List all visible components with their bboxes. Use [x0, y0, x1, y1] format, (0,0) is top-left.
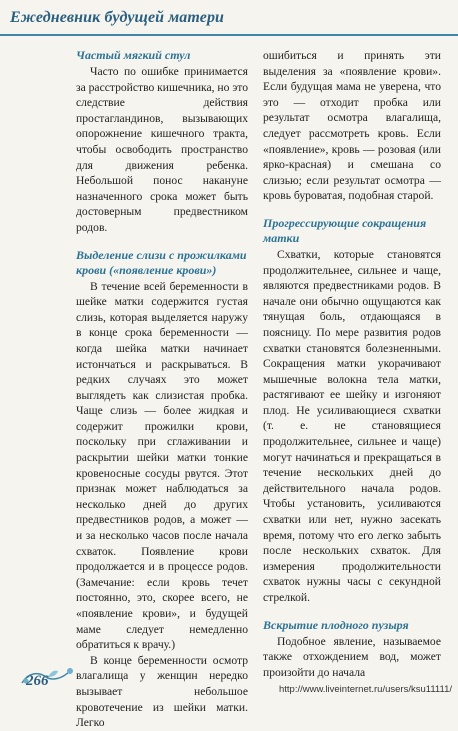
- paragraph-soft-stool: Часто по ошибке принимается за расстройство кишечника, но это следствие действия простагландинов, вызывающих опорожнение кишечного тракта, чтобы освободить пространство для движения ребенка. Небольшой понос накануне назначенного срока может быть достоверным предвестником родов.: [76, 65, 249, 234]
- book-title: Ежедневник будущей матери: [10, 9, 225, 26]
- paragraph-mucus-discharge: В течение всей беременности в шейке матки содержится густая слизь, которая выделяется наружу в конце срока беременности — когда шейка матки начинает истончаться и раскрываться. В редких случаях это может выглядеть как слизистая пробка. Чаще слизь — более жидкая и содержит прожилки крови, поскольку при сглаживании и раскрытии шейки матки тонкие кровеносные сосуды рвутся. Этот признак может наблюдаться за несколько дней до других предвестников родов, а может — и за несколько часов после начала схваток. Появление крови продолжается и в процессе родов. (Замечание: если кровь течет постоянно, это, скорее всего, не «появление крови», и будущей маме следует немедленно обратиться к врачу.): [76, 279, 248, 652]
- right-column: [263, 48, 441, 680]
- header-divider: [0, 34, 458, 36]
- paragraph-vaginal-exam: В конце беременности осмотр влагалища у женщин нередко вызывает небольшое кровотечение из шейки матки. Легко: [76, 653, 248, 730]
- section-heading-contractions: Прогрессирующие сокращения матки: [263, 215, 427, 245]
- section-heading-water-breaking: Вскрытие плодного пузыря: [263, 617, 409, 632]
- section-heading-soft-stool: Частый мягкий стул: [76, 48, 191, 62]
- left-column: [76, 48, 248, 731]
- paragraph-contractions: Схватки, которые становятся продолжительнее, сильнее и чаще, являются предвестниками родов. В начале они обычно ощущаются как тянущая боль, отдающаяся в поясницу. По мере развития родов схватки становятся болезненными. Сокращения матки укорачивают мышечные волокна тела матки, растягивают ее шейку и изгоняют плод. Не усиливающиеся схватки (т. е. не становящиеся продолжительнее, сильнее и чаще) могут начинаться и прекращаться в течение нескольких дней до действительного начала родов. Чтобы установить, усиливаются схватки или нет, нужно засекать время, потому что его легко забыть после нескольких схваток. Для измерения продолжительности схваток нужны часы с секундной стрелкой.: [263, 247, 441, 604]
- paragraph-continuation: ошибиться и принять эти выделения за «появление крови». Если будущая мама не уверена, что это — отходит пробка или результат осмотра влагалища, следует рассмотреть кровь. Если «появление», кровь — розовая (или ярко-красная) и смешана со слизью; если результат осмотра — кровь буроватая, подобная старой.: [263, 49, 441, 203]
- page-number: 266: [26, 673, 49, 689]
- paragraph-water-breaking: Подобное явление, называемое также отхождением вод, может произойти до начала: [263, 634, 441, 679]
- section-heading-mucus-discharge: Выделение слизи с прожилками крови («появление крови»): [76, 247, 247, 277]
- source-watermark: http://www.liveinternet.ru/users/ksu11111/: [278, 684, 452, 695]
- page-header: [0, 0, 458, 40]
